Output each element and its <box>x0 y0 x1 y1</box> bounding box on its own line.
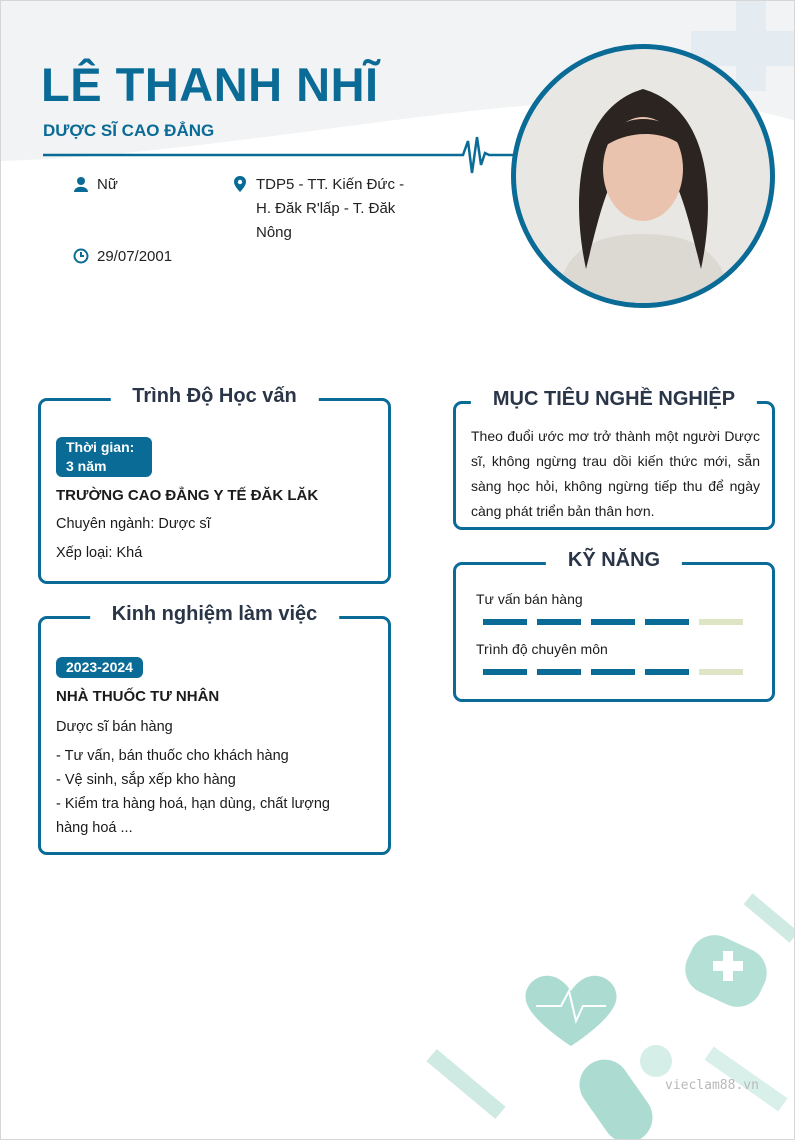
education-heading: Trình Độ Học vấn <box>110 385 318 408</box>
skill-name: Tư vấn bán hàng <box>476 591 583 607</box>
skill-level-segment <box>591 669 635 675</box>
profile-photo <box>511 44 775 308</box>
skills-section <box>453 549 775 702</box>
user-icon <box>73 176 89 192</box>
objective-text: Theo đuổi ước mơ trở thành một người Dược sĩ, không ngừng trau dồi kiến thức mới, sẵn sàng học hỏi, không ngừng tiếp thu để ngày càng phát triển bản thân hơn. <box>471 428 760 519</box>
address-value: TDP5 - TT. Kiến Đức - H. Đăk R'lấp - T. Đăk Nông <box>256 176 405 241</box>
birthdate-value: 29/07/2001 <box>97 248 173 265</box>
syringe-icon <box>426 1049 505 1119</box>
skill-level-segment <box>699 619 743 625</box>
skill-level-segment <box>483 619 527 625</box>
candidate-name: LÊ THANH NHĨ <box>41 58 379 111</box>
medical-decor <box>401 871 795 1140</box>
skill-level-segment <box>699 669 743 675</box>
skill-level-segment <box>645 619 689 625</box>
education-duration-badge: Thời gian: 3 năm <box>56 437 152 477</box>
skills-heading: KỸ NĂNG <box>546 549 682 572</box>
education-section <box>38 385 391 584</box>
skill-level-segment <box>537 669 581 675</box>
experience-heading: Kinh nghiệm làm việc <box>90 603 340 626</box>
company-name: NHÀ THUỐC TƯ NHÂN <box>56 688 220 705</box>
map-pin-icon <box>232 176 248 192</box>
task-item: - Kiểm tra hàng hoá, hạn dùng, chất lượng hàng hoá ... <box>56 796 330 836</box>
candidate-position: DƯỢC SĨ CAO ĐẲNG <box>43 121 215 140</box>
skill-level-bar <box>483 619 772 625</box>
task-item: - Tư vấn, bán thuốc cho khách hàng <box>56 748 289 764</box>
skill-level-segment <box>591 619 635 625</box>
objective-heading: MỤC TIÊU NGHỀ NGHIỆP <box>471 388 757 411</box>
heart-icon <box>525 976 616 1046</box>
objective-section <box>453 388 775 530</box>
skill-level-segment <box>483 669 527 675</box>
syringe-icon <box>744 893 795 942</box>
experience-section <box>38 603 391 855</box>
school-name: TRƯỜNG CAO ĐẲNG Y TẾ ĐĂK LĂK <box>56 487 319 504</box>
skill-level-segment <box>645 669 689 675</box>
education-major: Chuyên ngành: Dược sĩ <box>56 516 211 532</box>
watermark: vieclam88.vn <box>665 1078 759 1093</box>
skill-level-segment <box>537 619 581 625</box>
experience-period-badge: 2023-2024 <box>56 657 143 678</box>
job-role: Dược sĩ bán hàng <box>56 719 173 735</box>
gender-value: Nữ <box>97 176 118 193</box>
clock-icon <box>73 248 89 264</box>
address-info <box>256 173 416 245</box>
education-rank: Xếp loại: Khá <box>56 545 143 561</box>
skill-name: Trình độ chuyên môn <box>476 641 608 657</box>
task-item: - Vệ sinh, sắp xếp kho hàng <box>56 772 236 788</box>
skill-level-bar <box>483 669 772 675</box>
birthdate-info <box>97 245 172 269</box>
gender-info <box>97 173 118 197</box>
